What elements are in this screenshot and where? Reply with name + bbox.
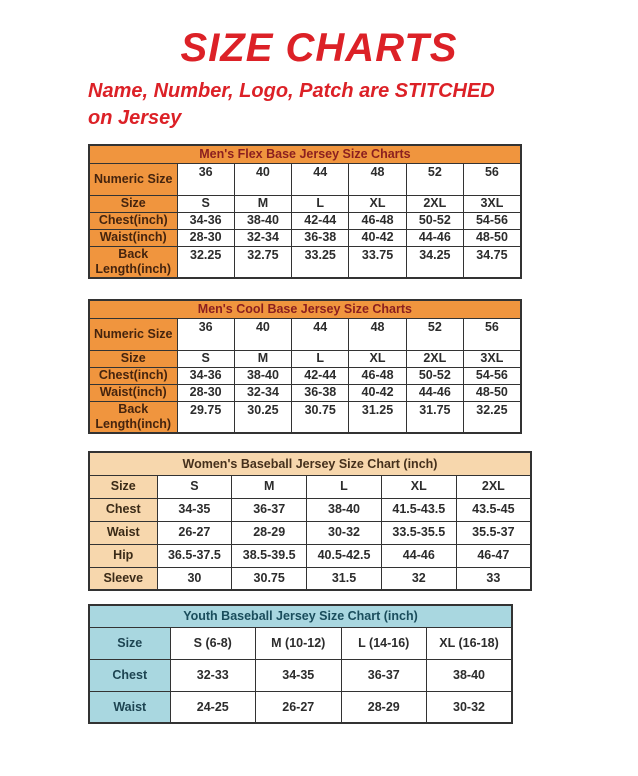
page-subtitle-line1: Name, Number, Logo, Patch are STITCHED (88, 80, 495, 102)
table-title: Youth Baseball Jersey Size Chart (inch) (89, 605, 512, 627)
youth-baseball-size-table (88, 604, 513, 724)
cell: 56 (463, 318, 520, 350)
cell: 56 (463, 163, 520, 195)
cell: 32.25 (177, 246, 234, 278)
mens-cool-base-size-table (88, 299, 522, 434)
cell: 38-40 (234, 212, 291, 229)
cell: L (292, 195, 349, 212)
table-row-waist (89, 521, 531, 544)
cell: L (292, 350, 349, 367)
row-label: Chest (89, 659, 170, 691)
cell: 28-30 (177, 384, 234, 401)
cell: 24-25 (170, 691, 256, 723)
table-row-size (89, 350, 521, 367)
row-label: Size (89, 350, 177, 367)
cell: 3XL (463, 195, 520, 212)
cell: 33 (456, 567, 531, 590)
table-title-row (89, 452, 531, 475)
cell: 46-48 (349, 212, 406, 229)
cell: 2XL (406, 350, 463, 367)
page-title: SIZE CHARTS (180, 26, 458, 70)
row-label: Waist (89, 691, 170, 723)
row-label: Sleeve (89, 567, 157, 590)
table-row-hip (89, 544, 531, 567)
cell: XL (349, 350, 406, 367)
table-row-chest (89, 498, 531, 521)
size-chart-sheet (0, 26, 638, 776)
cell: 28-30 (177, 229, 234, 246)
cell: S (157, 475, 232, 498)
cell: M (10-12) (256, 627, 342, 659)
cell: 2XL (406, 195, 463, 212)
cell: 32-33 (170, 659, 256, 691)
cell: 33.75 (349, 246, 406, 278)
row-label: Hip (89, 544, 157, 567)
cell: 44-46 (381, 544, 456, 567)
cell: 36-38 (292, 229, 349, 246)
row-label: Waist (89, 521, 157, 544)
cell: 36-38 (292, 384, 349, 401)
row-label: Back Length(inch) (89, 246, 177, 278)
cell: 36-37 (341, 659, 427, 691)
cell: 30-32 (307, 521, 382, 544)
cell: XL (381, 475, 456, 498)
table-row-sleeve (89, 567, 531, 590)
cell: L (14-16) (341, 627, 427, 659)
cell: 44-46 (406, 229, 463, 246)
table-title-row (89, 300, 521, 318)
cell: 38-40 (427, 659, 513, 691)
cell: 34.75 (463, 246, 520, 278)
cell: 34-36 (177, 367, 234, 384)
page-subtitle-line2: on Jersey (88, 107, 182, 129)
cell: 42-44 (292, 367, 349, 384)
cell: 38-40 (234, 367, 291, 384)
cell: 48 (349, 163, 406, 195)
cell: S (177, 195, 234, 212)
cell: 36-37 (232, 498, 307, 521)
table-row-waist (89, 384, 521, 401)
cell: 3XL (463, 350, 520, 367)
cell: 28-29 (341, 691, 427, 723)
cell: 34-35 (157, 498, 232, 521)
cell: 38.5-39.5 (232, 544, 307, 567)
row-label: Back Length(inch) (89, 401, 177, 433)
table-row-back-length (89, 401, 521, 433)
cell: 31.25 (349, 401, 406, 433)
table-row-size (89, 195, 521, 212)
cell: 40.5-42.5 (307, 544, 382, 567)
table-row-waist (89, 691, 512, 723)
cell: 32.25 (463, 401, 520, 433)
mens-flex-base-size-table (88, 144, 522, 279)
row-label: Chest(inch) (89, 212, 177, 229)
cell: 34-36 (177, 212, 234, 229)
table-row-size (89, 627, 512, 659)
table-row-numeric-size (89, 163, 521, 195)
cell: S (177, 350, 234, 367)
cell: 2XL (456, 475, 531, 498)
table-title-row (89, 605, 512, 627)
cell: M (232, 475, 307, 498)
cell: 40 (234, 318, 291, 350)
row-label: Waist(inch) (89, 229, 177, 246)
cell: 40-42 (349, 384, 406, 401)
page-subtitle (88, 78, 638, 132)
cell: 33.25 (292, 246, 349, 278)
table-row-chest (89, 367, 521, 384)
cell: 43.5-45 (456, 498, 531, 521)
cell: 28-29 (232, 521, 307, 544)
row-label: Size (89, 627, 170, 659)
cell: XL (16-18) (427, 627, 513, 659)
womens-baseball-size-table (88, 451, 532, 591)
table-row-numeric-size (89, 318, 521, 350)
cell: 34.25 (406, 246, 463, 278)
cell: 32.75 (234, 246, 291, 278)
cell: 41.5-43.5 (381, 498, 456, 521)
cell: 38-40 (307, 498, 382, 521)
cell: 35.5-37 (456, 521, 531, 544)
row-label: Size (89, 195, 177, 212)
cell: 48-50 (463, 384, 520, 401)
table-row-size (89, 475, 531, 498)
table-title: Men's Cool Base Jersey Size Charts (89, 300, 521, 318)
table-row-chest (89, 659, 512, 691)
cell: 40 (234, 163, 291, 195)
cell: 36 (177, 318, 234, 350)
cell: 46-48 (349, 367, 406, 384)
row-label: Numeric Size (89, 163, 177, 195)
cell: 31.75 (406, 401, 463, 433)
cell: 44-46 (406, 384, 463, 401)
cell: 44 (292, 163, 349, 195)
cell: 30.75 (232, 567, 307, 590)
cell: 52 (406, 318, 463, 350)
cell: 32-34 (234, 229, 291, 246)
row-label: Chest(inch) (89, 367, 177, 384)
cell: 30.75 (292, 401, 349, 433)
cell: 29.75 (177, 401, 234, 433)
cell: 31.5 (307, 567, 382, 590)
cell: 26-27 (157, 521, 232, 544)
cell: 32-34 (234, 384, 291, 401)
row-label: Chest (89, 498, 157, 521)
cell: 54-56 (463, 367, 520, 384)
cell: 40-42 (349, 229, 406, 246)
table-row-back-length (89, 246, 521, 278)
table-row-waist (89, 229, 521, 246)
table-title-row (89, 145, 521, 163)
cell: XL (349, 195, 406, 212)
cell: 36.5-37.5 (157, 544, 232, 567)
cell: S (6-8) (170, 627, 256, 659)
cell: L (307, 475, 382, 498)
table-title: Women's Baseball Jersey Size Chart (inch) (89, 452, 531, 475)
cell: 48-50 (463, 229, 520, 246)
cell: 46-47 (456, 544, 531, 567)
cell: 50-52 (406, 367, 463, 384)
cell: 30.25 (234, 401, 291, 433)
cell: M (234, 350, 291, 367)
row-label: Numeric Size (89, 318, 177, 350)
row-label: Waist(inch) (89, 384, 177, 401)
cell: 30-32 (427, 691, 513, 723)
cell: 32 (381, 567, 456, 590)
cell: 52 (406, 163, 463, 195)
cell: 42-44 (292, 212, 349, 229)
cell: 54-56 (463, 212, 520, 229)
cell: 48 (349, 318, 406, 350)
table-row-chest (89, 212, 521, 229)
cell: M (234, 195, 291, 212)
cell: 34-35 (256, 659, 342, 691)
cell: 44 (292, 318, 349, 350)
cell: 50-52 (406, 212, 463, 229)
cell: 26-27 (256, 691, 342, 723)
row-label: Size (89, 475, 157, 498)
cell: 33.5-35.5 (381, 521, 456, 544)
cell: 36 (177, 163, 234, 195)
table-title: Men's Flex Base Jersey Size Charts (89, 145, 521, 163)
cell: 30 (157, 567, 232, 590)
